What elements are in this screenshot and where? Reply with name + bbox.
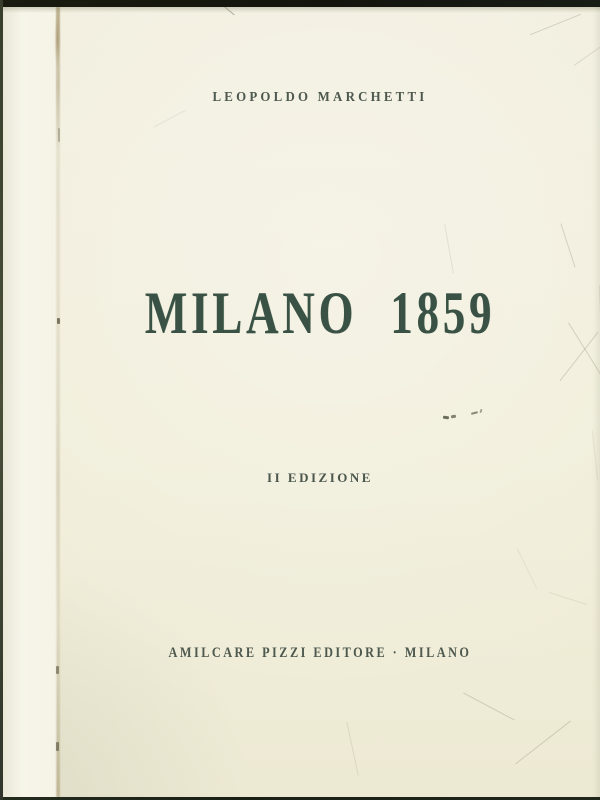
book-title: MILANO 1859 xyxy=(144,280,496,346)
scan-edge-top xyxy=(0,0,600,7)
scan-edge-left xyxy=(0,0,3,800)
scan-edge-top-shadow xyxy=(0,7,600,13)
publisher-imprint-line: AMILCARE PIZZI EDITORE · MILANO xyxy=(168,645,472,661)
author-name: LEOPOLDO MARCHETTI xyxy=(212,90,428,105)
edition-line: II EDIZIONE xyxy=(267,470,373,485)
page-content xyxy=(20,0,600,800)
